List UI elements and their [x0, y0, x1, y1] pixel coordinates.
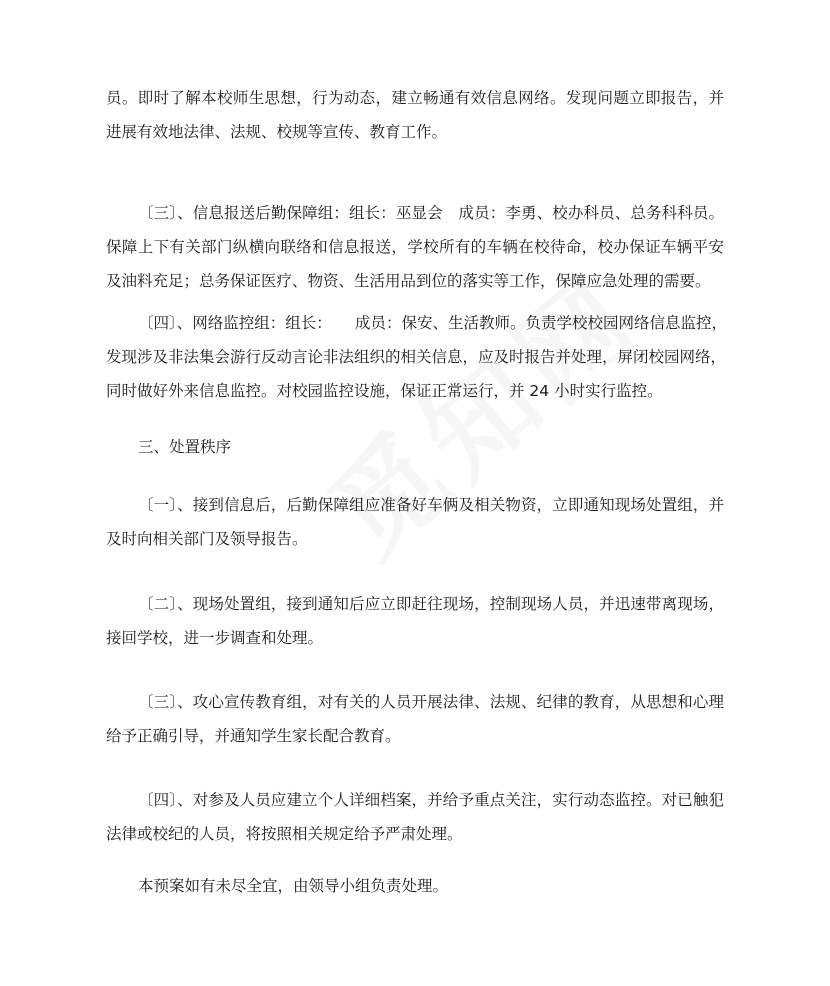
paragraph-closing [106, 869, 724, 903]
text-line: 进展有效地法律、法规、校规等宣传、教育工作。 [106, 123, 448, 141]
text-line: 〔三〕、信息报送后勤保障组：组长：巫显会 成员：李勇、校办科员、总务科科员。 [138, 204, 724, 222]
text-line: 及时向相关部门及领导报告。 [106, 530, 308, 548]
paragraph-step-3 [106, 685, 724, 753]
text-line: 给予正确引导，并通知学生家长配合教育。 [106, 727, 401, 745]
paragraph-logistics-group [106, 196, 724, 298]
text-line: 〔二〕、现场处置组，接到通知后应立即赶往现场，控制现场人员，并迅速带离现场， [138, 595, 724, 613]
heading-text: 三、处置秩序 [138, 438, 232, 456]
text-line: 〔四〕、对参及人员应建立个人详细档案，并给予重点关注，实行动态监控。对已触犯 [138, 791, 724, 809]
text-line: 本预案如有未尽全宜，由领导小组负责处理。 [138, 877, 449, 895]
paragraph-step-1 [106, 488, 724, 556]
text-line: 及油料充足；总务保证医疗、物资、生活用品到位的落实等工作，保障应急处理的需要。 [106, 272, 711, 290]
paragraph-step-4 [106, 783, 724, 851]
text-line: 〔一〕、接到信息后，后勤保障组应准备好车俩及相关物资，立即通知现场处置组，并 [138, 496, 724, 514]
text-line: 接回学校，进一步调查和处理。 [106, 629, 324, 647]
text-line: 保障上下有关部门纵横向联络和信息报送，学校所有的车辆在校待命，校办保证车辆平安 [106, 238, 724, 256]
text-line: 〔三〕、攻心宣传教育组，对有关的人员开展法律、法规、纪律的教育，从思想和心理 [138, 693, 724, 711]
text-line: 〔四〕、网络监控组：组长： 成员：保安、生活教师。负责学校校园网络信息监控， [138, 314, 728, 332]
text-line: 法律或校纪的人员，将按照相关规定给予严肃处理。 [106, 825, 463, 843]
text-line: 同时做好外来信息监控。对校园监控设施，保证正常运行，并 24 小时实行监控。 [106, 382, 663, 400]
section-heading [106, 430, 724, 464]
text-line: 发现涉及非法集会游行反动言论非法组织的相关信息，应及时报告并处理，屏闭校园网络， [106, 348, 727, 366]
text-line: 员。即时了解本校师生思想，行为动态，建立畅通有效信息网络。发现问题立即报告，并 [106, 89, 724, 107]
paragraph-step-2 [106, 587, 724, 655]
paragraph-network-group [106, 306, 728, 408]
paragraph-continuation [106, 81, 724, 149]
